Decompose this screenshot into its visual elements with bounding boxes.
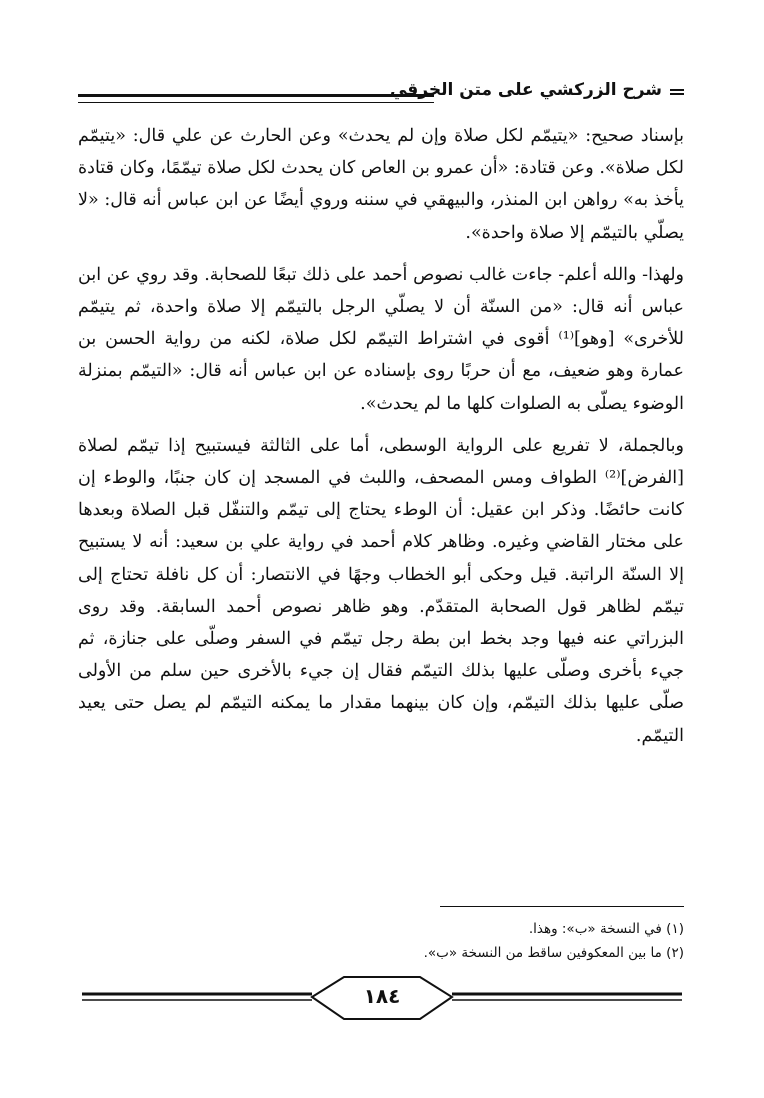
footnote-1: (١) في النسخة «ب»: وهذا. bbox=[528, 921, 684, 937]
footnotes bbox=[78, 917, 684, 965]
page-number: ١٨٤ bbox=[363, 984, 401, 1008]
main-text bbox=[78, 120, 684, 752]
paragraph: بإسناد صحيح: «يتيمّم لكل صلاة وإن لم يحدث» وعن الحارث عن علي قال: «يتيمّم لكل صلاة». وعن قتادة: «أن عمرو بن العاص كان يحدث لكل صلاة تيمّمًا، وكان قتادة يأخذ به» رواهن ابن المنذر، والبيهقي في سننه وروي أيضًا عن ابن عباس أنه قال: «لا يصلّي بالتيمّم إلا صلاة واحدة». bbox=[78, 126, 684, 243]
header-ornament bbox=[670, 89, 684, 95]
footnote-separator bbox=[440, 906, 684, 907]
page-number-ornament bbox=[82, 972, 682, 1024]
paragraph: وبالجملة، لا تفريع على الرواية الوسطى، أما على الثالثة فيستبيح إذا تيمّم لصلاة [الفرض]⁽²⁾ الطواف ومس المصحف، واللبث في المسجد إن كان جنبًا، والوطء إن كانت حائضًا. وذكر ابن عقيل: أن الوطء يحتاج إلى تيمّم والتنفّل قبل الصلاة وبعدها على مختار القاضي وغيره. وظاهر كلام أحمد في رواية علي بن سعيد: أنه لا يستبيح إلا السنّة الراتبة. قيل وحكى أبو الخطاب وجهًا في الانتصار: أن كل نافلة تحتاج إلى تيمّم لظاهر قول الصحابة المتقدّم. وهو ظاهر نصوص أحمد السابقة. وقد روى البزراتي عنه فيها وجد بخط ابن بطة رجل تيمّم في السفر وصلّى على جنازة، ثم جيء بأخرى وصلّى عليها بذلك التيمّم فقال إن جيء بالأخرى حين سلم من الأولى صلّى عليها بذلك التيمّم، وإن كان بينهما مقدار ما يمكنه التيمّم لم يصل حتى يعيد التيمّم. bbox=[78, 435, 684, 746]
header-rule bbox=[78, 94, 434, 103]
footnote-2: (٢) ما بين المعكوفين ساقط من النسخة «ب». bbox=[423, 945, 684, 961]
paragraph: ولهذا- والله أعلم- جاءت غالب نصوص أحمد على ذلك تبعًا للصحابة. وقد روي عن ابن عباس أنه قال: «من السنّة أن لا يصلّي الرجل بالتيمّم إلا صلاة واحدة، ثم يتيمّم للأخرى» [وهو]⁽¹⁾ أقوى في اشتراط التيمّم لكل صلاة، لكنه من رواية الحسن بن عمارة وهو ضعيف، مع أن حربًا روى بإسناده عن ابن عباس أنه قال: «التيمّم بمنزلة الوضوء يصلّى به الصلوات كلها ما لم يحدث». bbox=[78, 264, 684, 414]
running-header bbox=[78, 82, 684, 108]
header-title: شرح الزركشي على متن الخرقي bbox=[389, 80, 662, 100]
